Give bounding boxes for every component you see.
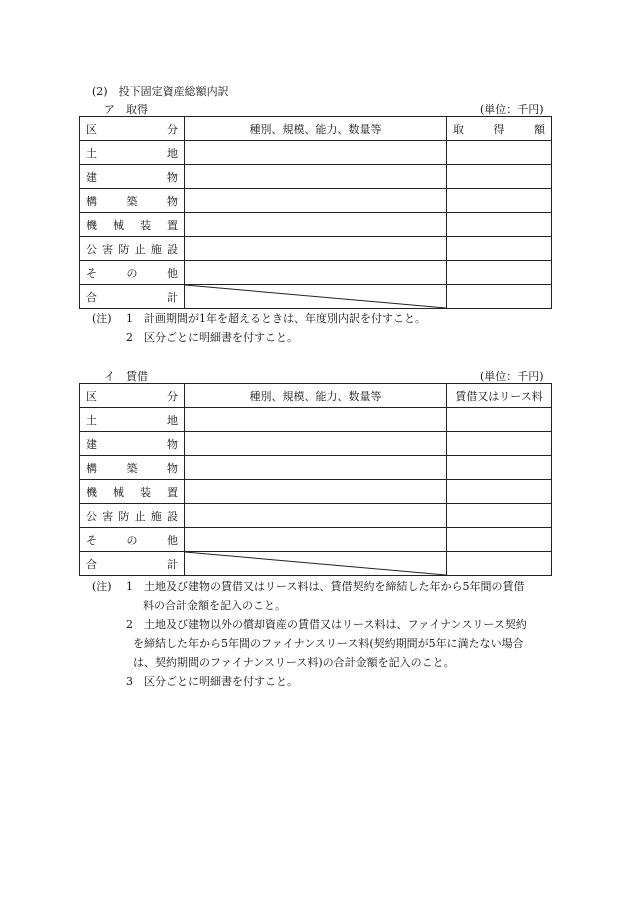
table-row [80,261,552,285]
label-char: 施 [150,242,162,256]
spread-label [80,241,184,257]
header-kubun [80,117,185,141]
label-char: 械 [113,485,124,499]
label-char: の [126,266,138,280]
label-char: 物 [167,170,178,184]
table-row [80,189,552,213]
label-char: 構 [86,194,97,208]
label-char: 物 [167,461,178,475]
header-description: 種別、規模、能力、数量等 [185,384,447,408]
amount-cell[interactable] [447,408,552,432]
label-char: 土 [86,146,97,160]
amount-cell[interactable] [447,528,552,552]
label-char: 他 [167,533,178,547]
acquisition-note: 1 計画期間が1年を超えるときは、年度別内訳を付すこと。 [126,312,426,325]
spread-label [80,169,184,185]
lease-unit: (単位：千円) [480,370,544,383]
table-total-row [80,552,552,576]
table-header-row [80,384,552,408]
amount-cell[interactable] [447,213,552,237]
label-char: 物 [167,437,178,451]
table-row [80,165,552,189]
spread-label [80,193,184,209]
spread-label [80,145,184,161]
row-label [80,237,185,261]
row-label [80,528,185,552]
label-char: 防 [118,242,130,256]
lease-note: 3 区分ごとに明細書を付すこと。 [126,675,298,688]
table-row [80,528,552,552]
description-cell[interactable] [185,213,447,237]
header-kubun [80,384,185,408]
lease-notes-label: (注) [92,580,112,593]
label-char: 他 [167,266,178,280]
spread-label [80,484,184,500]
spread-label [80,388,184,404]
section-title: (2) 投下固定資産総額内訳 [92,85,229,98]
label-char: 公 [86,509,97,523]
row-label [80,285,185,309]
label-char: 地 [167,146,178,160]
total-amount-cell[interactable] [447,552,552,576]
spread-label [447,121,551,137]
header-amount [447,117,552,141]
label-char: 額 [534,122,545,136]
label-char: 得 [493,122,505,136]
amount-cell[interactable] [447,261,552,285]
label-char: そ [86,533,97,547]
amount-cell[interactable] [447,141,552,165]
label-char: 止 [134,242,146,256]
header-lease-amount: 賃借又はリース料 [447,384,552,408]
acquisition-note: 2 区分ごとに明細書を付すこと。 [126,331,298,344]
label-char: 計 [167,290,178,304]
header-description: 種別、規模、能力、数量等 [185,117,447,141]
lease-note: は、契約期間のファイナンスリース料)の合計金額を記入のこと。 [133,656,455,669]
spread-label [80,508,184,524]
spread-label [80,289,184,305]
description-cell[interactable] [185,261,447,285]
label-char: 防 [118,509,130,523]
diagonal-cell [185,285,447,309]
spread-label [80,412,184,428]
description-cell[interactable] [185,528,447,552]
description-cell[interactable] [185,141,447,165]
description-cell[interactable] [185,189,447,213]
description-cell[interactable] [185,432,447,456]
row-label [80,456,185,480]
label-char: 区 [86,389,97,403]
amount-cell[interactable] [447,432,552,456]
table-row [80,237,552,261]
label-char: 施 [150,509,162,523]
row-label [80,165,185,189]
table-row [80,456,552,480]
label-char: の [126,533,138,547]
amount-cell[interactable] [447,189,552,213]
lease-note: 1 土地及び建物の賃借又はリース料は、賃借契約を締結した年から5年間の賃借 [126,580,525,593]
label-char: 建 [86,437,97,451]
acquisition-unit: (単位：千円) [480,103,544,116]
spread-label [80,217,184,233]
description-cell[interactable] [185,165,447,189]
label-char: 装 [140,218,151,232]
description-cell[interactable] [185,408,447,432]
label-char: 計 [167,557,178,571]
table-total-row [80,285,552,309]
amount-cell[interactable] [447,456,552,480]
lease-table [79,383,552,576]
label-char: 築 [126,461,138,475]
label-char: 構 [86,461,97,475]
label-char: 機 [86,218,97,232]
label-char: 公 [86,242,97,256]
label-char: 合 [86,290,97,304]
diagonal-line [185,285,446,308]
lease-note: 料の合計金額を記入のこと。 [143,599,286,612]
lease-note: 2 土地及び建物以外の償却資産の賃借又はリース料は、ファイナンスリース契約 [126,618,527,631]
diagonal-line [185,552,446,575]
diagonal-cell [185,552,447,576]
label-char: 設 [166,509,178,523]
row-label [80,432,185,456]
label-char: 止 [134,509,146,523]
table-row [80,141,552,165]
acquisition-notes-label: (注) [92,312,112,325]
label-char: 建 [86,170,97,184]
row-label [80,213,185,237]
lease-subtitle: イ 賃借 [104,370,148,383]
label-char: 地 [167,413,178,427]
lease-note: を締結した年から5年間のファイナンスリース料(契約期間が5年に満たない場合 [133,637,524,650]
label-char: 築 [126,194,138,208]
label-char: 取 [453,122,464,136]
table-header-row [80,117,552,141]
row-label [80,504,185,528]
row-label [80,480,185,504]
spread-label [80,556,184,572]
spread-label [80,460,184,476]
amount-cell[interactable] [447,165,552,189]
amount-cell[interactable] [447,504,552,528]
table-row [80,480,552,504]
description-cell[interactable] [185,237,447,261]
spread-label [80,436,184,452]
amount-cell[interactable] [447,237,552,261]
row-label [80,189,185,213]
row-label [80,141,185,165]
acquisition-table [79,116,552,309]
label-char: 置 [167,218,178,232]
label-char: 害 [102,509,114,523]
row-label [80,408,185,432]
table-row [80,504,552,528]
label-char: 械 [113,218,124,232]
label-char: 分 [167,122,178,136]
description-cell[interactable] [185,480,447,504]
label-char: 区 [86,122,97,136]
label-char: 設 [166,242,178,256]
table-row [80,408,552,432]
label-char: 土 [86,413,97,427]
row-label [80,552,185,576]
spread-label [80,265,184,281]
spread-label [80,532,184,548]
acquisition-subtitle: ア 取得 [104,103,148,116]
table-row [80,432,552,456]
label-char: 分 [167,389,178,403]
table-row [80,213,552,237]
label-char: 害 [102,242,114,256]
total-amount-cell[interactable] [447,285,552,309]
spread-label [80,121,184,137]
label-char: 装 [140,485,151,499]
label-char: 合 [86,557,97,571]
row-label [80,261,185,285]
label-char: そ [86,266,97,280]
description-cell[interactable] [185,456,447,480]
description-cell[interactable] [185,504,447,528]
label-char: 機 [86,485,97,499]
label-char: 物 [167,194,178,208]
label-char: 置 [167,485,178,499]
amount-cell[interactable] [447,480,552,504]
